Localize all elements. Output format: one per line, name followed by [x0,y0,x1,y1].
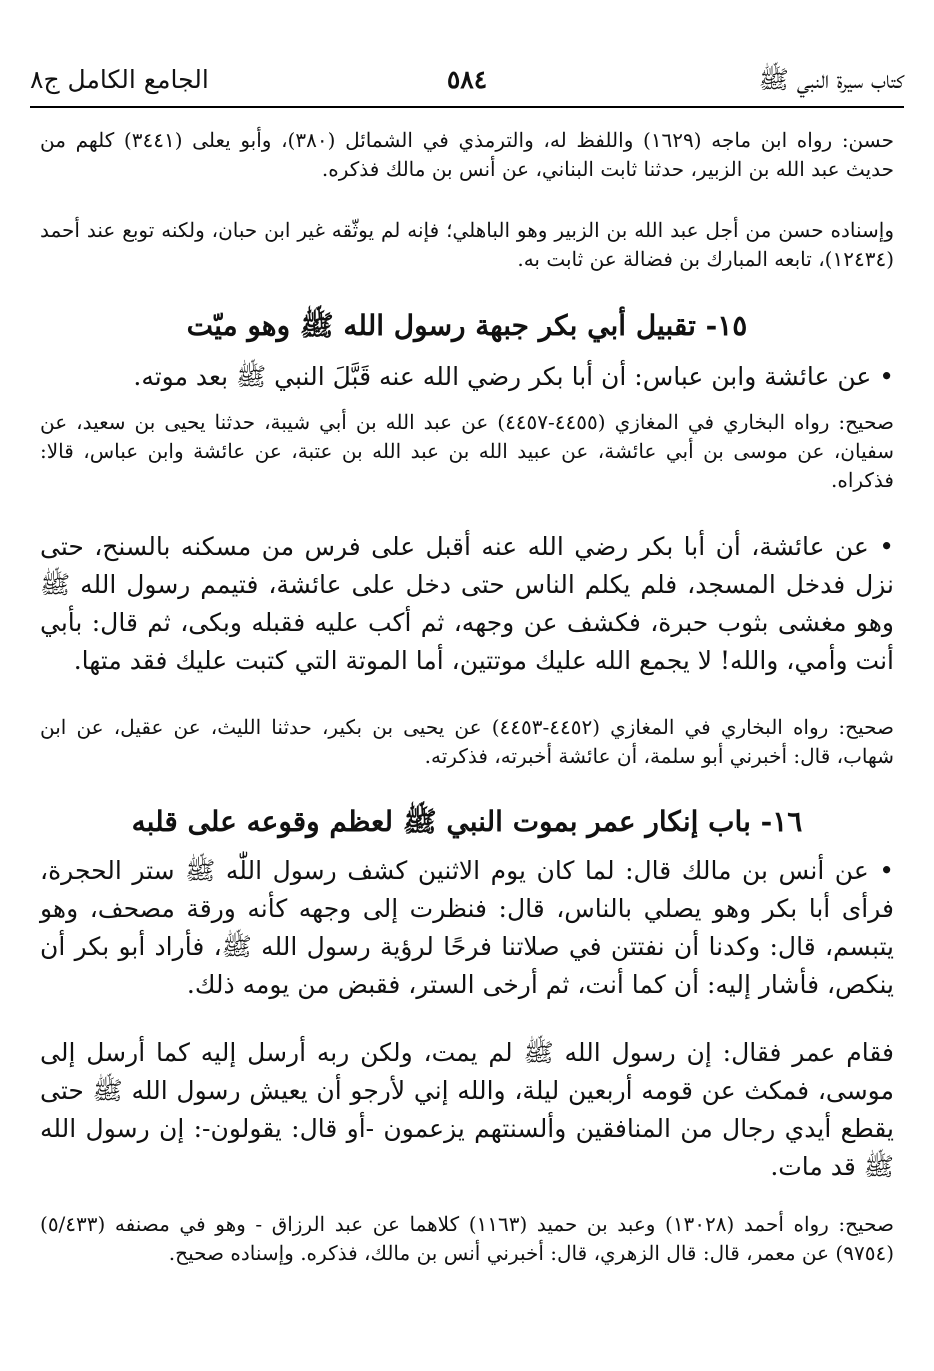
takhrij-note: حسن: رواه ابن ماجه (١٦٢٩) واللفظ له، والترمذي في الشمائل (٣٨٠)، وأبو يعلى (٣٤٤١) كلهم من حديث عبد الله بن الزبير، حدثنا ثابت البناني، عن أنس بن مالك فذكره. [40,128,894,181]
running-header [30,62,904,98]
book-title: كتاب سيرة النبي ﷺ [758,65,904,94]
page-number: ٥٨٤ [446,65,488,94]
series-title: الجامع الكامل ج٨ [30,65,209,94]
section-heading: ١٥- تقبيل أبي بكر جبهة رسول الله ﷺ وهو ميّت [186,309,748,342]
hadith-paragraph: فقام عمر فقال: إن رسول الله ﷺ لم يمت، ولكن ربه أرسل إليه كما أرسل إلى موسى، فمكث عن قومه أربعين ليلة، والله إني لأرجو أن يعيش رسول الله ﷺ حتى يقطع أيدي رجال من المنافقين وألسنتهم يزعمون -أو قال: يقولون-: إن رسول الله ﷺ قد مات. [40,1038,894,1181]
section-heading: ١٦- باب إنكار عمر بموت النبي ﷺ لعظم وقوعه على قلبه [131,805,803,838]
takhrij-note: صحيح: رواه البخاري في المغازي (٤٤٥٢-٤٤٥٣) عن يحيى بن بكير، حدثنا الليث، عن عقيل، عن ابن شهاب، قال: أخبرني أبو سلمة، أن عائشة أخبرته، فذكرته. [40,715,894,768]
hadith-paragraph: • عن عائشة، أن أبا بكر رضي الله عنه أقبل على فرس من مسكنه بالسنح، حتى نزل فدخل المسجد، فلم يكلم الناس حتى دخل على عائشة، فتيمم رسول الله ﷺ وهو مغشى بثوب حبرة، فكشف عن وجهه، ثم أكب عليه فقبله وبكى، ثم قال: بأبي أنت وأمي، والله! لا يجمع الله عليك موتتين، أما الموتة التي كتبت عليك فقد متها. [40,532,894,675]
hadith-paragraph: • عن أنس بن مالك قال: لما كان يوم الاثنين كشف رسول اللّٰه ﷺ ستر الحجرة، فرأى أبا بكر وهو يصلي بالناس، قال: فنظرت إلى وجهه كأنه ورقة مصحف، وهو يتبسم، قال: وكدنا أن نفتتن في صلاتنا فرحًا لرؤية رسول الله ﷺ، فأراد أبو بكر أن ينكص، فأشار إليه: أن كما أنت، ثم أرخى الستر، فقبض من يومه ذلك. [40,856,894,999]
takhrij-note: صحيح: رواه أحمد (١٣٠٢٨) وعبد بن حميد (١١٦٣) كلاهما عن عبد الرزاق - وهو في مصنفه (٥/٤٣٣) (٩٧٥٤) عن معمر، قال: قال الزهري، قال: أخبرني أنس بن مالك، فذكره. وإسناده صحيح. [40,1212,894,1265]
header-rule [30,106,904,108]
takhrij-note: وإسناده حسن من أجل عبد الله بن الزبير وهو الباهلي؛ فإنه لم يوثّقه غير ابن حبان، ولكنه توبع عند أحمد (١٢٤٣٤)، تابعه المبارك بن فضالة عن ثابت به. [40,218,894,271]
hadith-paragraph: • عن عائشة وابن عباس: أن أبا بكر رضي الله عنه قَبَّلَ النبي ﷺ بعد موته. [133,362,894,391]
takhrij-note: صحيح: رواه البخاري في المغازي (٤٤٥٥-٤٤٥٧) عن عبد الله بن أبي شيبة، حدثنا يحيى بن سعيد، عن سفيان، عن موسى بن أبي عائشة، عن عبيد الله بن عبد الله بن عتبة، عن عائشة وابن عباس، قالا: فذكراه. [40,410,894,492]
